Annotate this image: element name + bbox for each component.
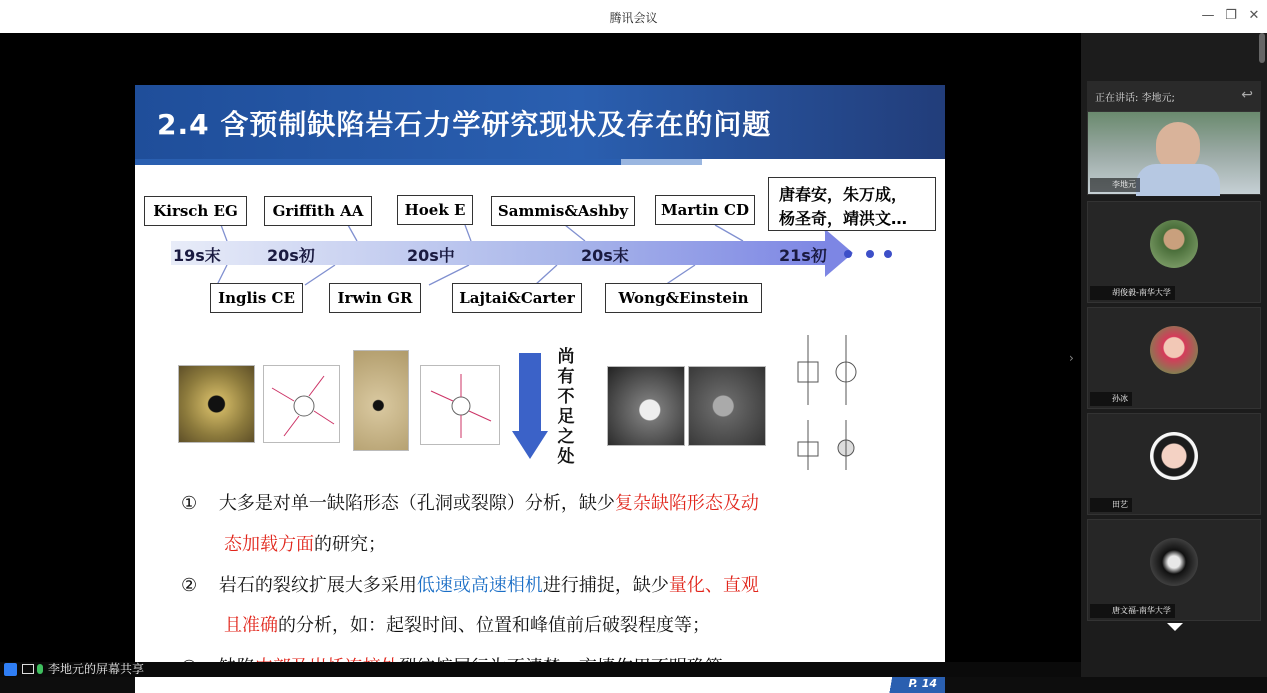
avatar <box>1150 432 1198 480</box>
name-griffith: Griffith AA <box>264 196 372 226</box>
ellipsis-dot <box>866 250 874 258</box>
window-titlebar <box>0 0 1267 33</box>
bullet-highlight: 态加载方面 <box>224 534 314 555</box>
authors-line-2: 杨圣奇，靖洪文… <box>779 209 908 228</box>
bullet-text: 的分析，如：起裂时间、位置和峰值前后破裂程度等； <box>278 615 710 636</box>
bullet-number: ① <box>181 493 198 514</box>
bullet-1-line-2 <box>224 530 386 556</box>
chinese-authors-box <box>768 177 936 231</box>
rock-specimen-photo-2 <box>353 350 409 451</box>
participant-name: 唐文福-南华大学 <box>1090 604 1175 618</box>
speaker-video-body <box>1136 164 1220 196</box>
era-20s-end: 20s末 <box>581 246 629 265</box>
bullet-highlight: 且准确 <box>224 615 278 636</box>
name-irwin: Irwin GR <box>329 283 421 313</box>
bullet-highlight: 复杂缺陷形态及动 <box>614 493 759 514</box>
bullet-1-line-1 <box>181 489 759 515</box>
name-martin: Martin CD <box>655 195 755 225</box>
close-icon[interactable]: ✕ <box>1248 8 1260 23</box>
participant-name: 胡俊毅-南华大学 <box>1090 286 1175 300</box>
collapse-panel-icon[interactable]: › <box>1069 351 1074 365</box>
participant-tile[interactable] <box>1087 307 1261 409</box>
mic-icon <box>37 664 43 674</box>
name-lajtai-carter: Lajtai&Carter <box>452 283 582 313</box>
speaking-text: 正在讲话: 李地元; <box>1095 93 1175 104</box>
scrollbar[interactable] <box>1259 33 1265 63</box>
avatar <box>1150 538 1198 586</box>
defect-schematic <box>790 330 870 475</box>
user-icon <box>4 663 17 676</box>
minimize-icon[interactable]: — <box>1201 8 1215 23</box>
era-20s-early: 20s初 <box>267 246 315 265</box>
ellipsis-dot <box>844 250 852 258</box>
name-wong-einstein: Wong&Einstein <box>605 283 762 313</box>
ct-scan-photo-1 <box>607 366 685 446</box>
bullet-text: 大多是对单一缺陷形态（孔洞或裂隙）分析，缺少 <box>218 493 615 514</box>
page-number: P. 14 <box>885 675 945 693</box>
name-sammis-ashby: Sammis&Ashby <box>491 196 635 226</box>
avatar <box>1150 326 1198 374</box>
down-arrowhead-icon <box>512 431 548 459</box>
authors-line-1: 唐春安，朱万成， <box>779 185 908 204</box>
share-label: 李地元的屏幕共享 <box>48 662 145 676</box>
crack-diagram-1 <box>263 365 340 443</box>
participant-tile[interactable] <box>1087 111 1261 195</box>
bullet-2-line-1 <box>181 571 759 597</box>
era-19s-end: 19s末 <box>173 246 221 265</box>
share-status-bar <box>0 662 1081 677</box>
slide-title: 2.4 含预制缺陷岩石力学研究现状及存在的问题 <box>157 108 772 141</box>
era-21s-early: 21s初 <box>779 246 827 265</box>
ct-scan-photo-2 <box>688 366 766 446</box>
participant-tile[interactable] <box>1087 201 1261 303</box>
name-inglis: Inglis CE <box>210 283 303 313</box>
participant-name: 孙冰 <box>1090 392 1132 406</box>
bullet-text: 的研究； <box>314 534 386 555</box>
participant-tile[interactable] <box>1087 519 1261 621</box>
participant-tile[interactable] <box>1087 413 1261 515</box>
down-arrow-icon <box>519 353 541 433</box>
speaking-indicator <box>1087 81 1261 111</box>
side-note: 尚有不足之处 <box>557 347 575 467</box>
rock-specimen-photo <box>178 365 255 443</box>
bullet-number: ② <box>181 575 198 596</box>
era-20s-mid: 20s中 <box>407 246 455 265</box>
restore-icon[interactable]: ❐ <box>1225 8 1237 23</box>
bullet-text: 岩石的裂纹扩展大多采用 <box>218 575 417 596</box>
participant-name: 田艺 <box>1090 498 1132 512</box>
bullet-text: 进行捕捉，缺少 <box>542 575 669 596</box>
crack-diagram-2 <box>420 365 500 445</box>
return-icon[interactable]: ↩ <box>1241 87 1253 103</box>
presentation-slide <box>135 85 945 693</box>
name-hoek: Hoek E <box>397 195 473 225</box>
bullet-2-line-2 <box>224 611 710 637</box>
bullet-highlight: 量化、直观 <box>668 575 759 596</box>
name-kirsch: Kirsch EG <box>144 196 247 226</box>
bullet-highlight-blue: 低速或高速相机 <box>416 575 543 596</box>
participant-name: 李地元 <box>1090 178 1140 192</box>
avatar <box>1150 220 1198 268</box>
screen-share-icon <box>22 664 34 674</box>
scroll-down-icon[interactable] <box>1167 623 1183 631</box>
window-title: 腾讯会议 <box>609 11 658 25</box>
participants-panel <box>1069 33 1267 677</box>
ellipsis-dot <box>884 250 892 258</box>
